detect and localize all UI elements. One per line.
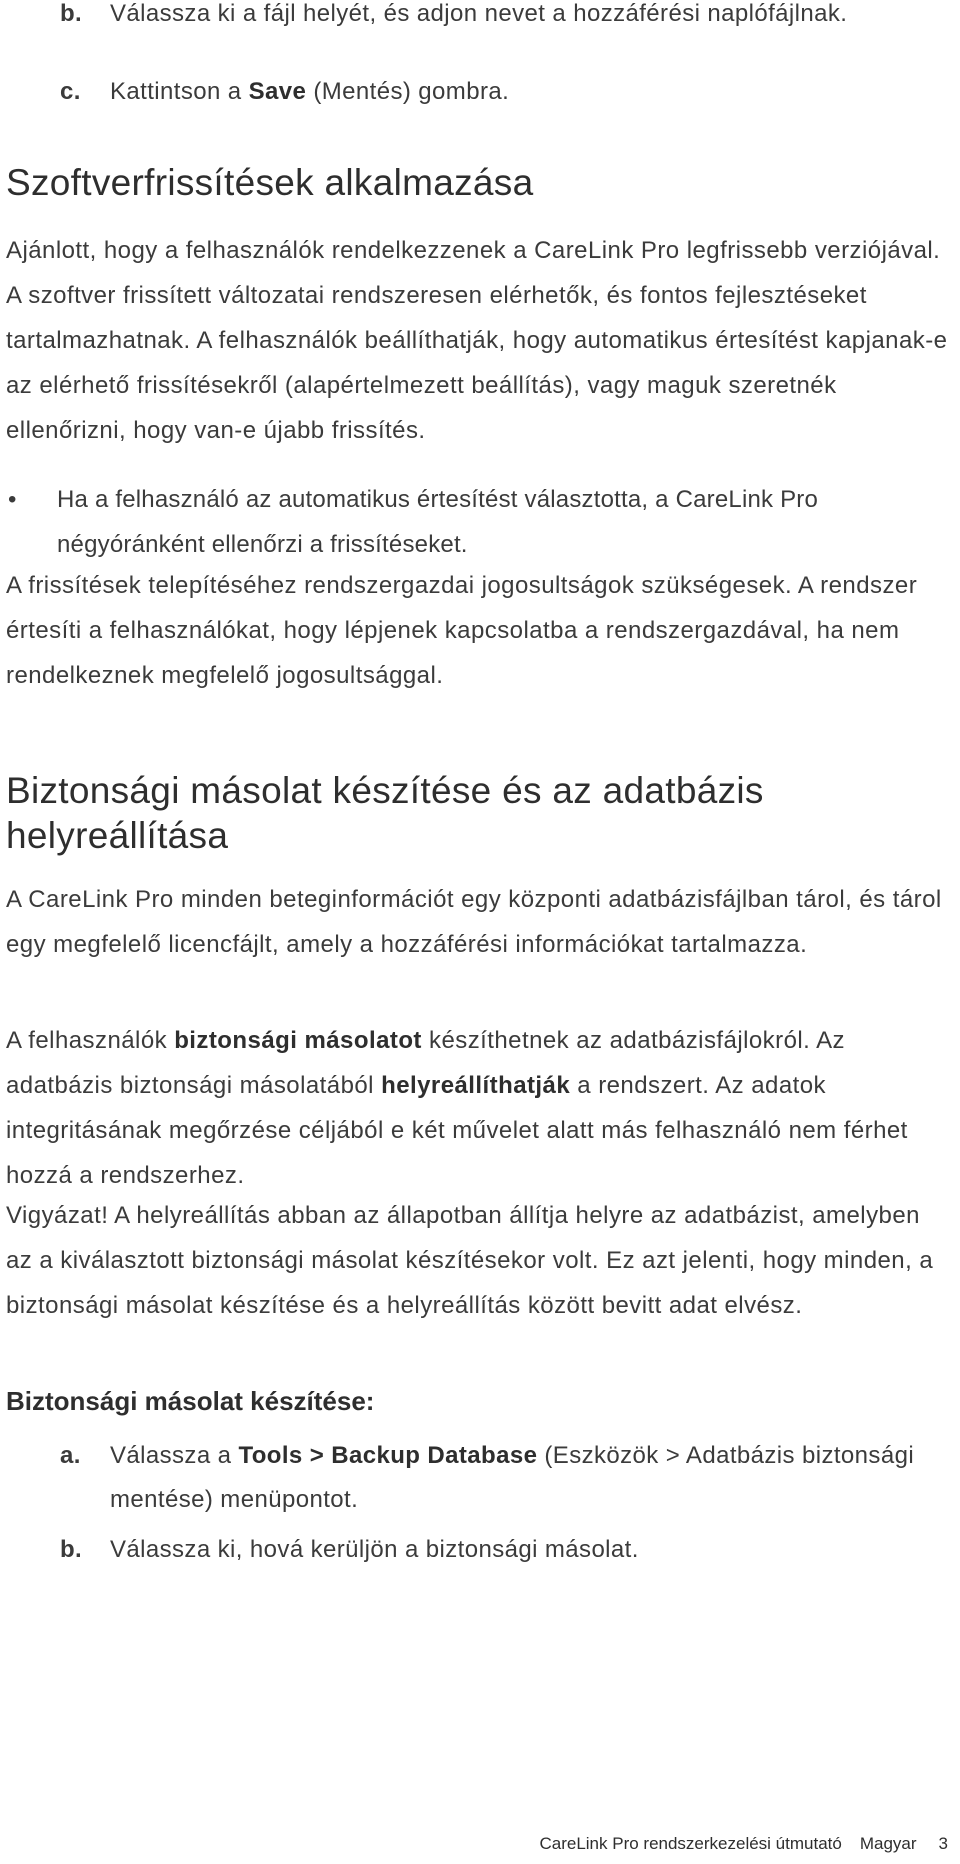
restore-term: helyreállíthatják — [381, 1072, 571, 1099]
step-text: Kattintson a Save (Mentés) gombra. — [110, 78, 510, 105]
software-updates-paragraph: Ajánlott, hogy a felhasználók rendelkezzenek a CareLink Pro legfrissebb verziójával. A szoftver frissített változatai rendszeresen elérhetők, és fontos fejlesztéseket tartalmazhatnak. A felhasználók beállíthatják, hogy automatikus értesítést kapjanak-e az elérhető frissítésekről (alapértelmezett beállítás), vagy maguk szeretnék ellenőrizni, hogy van-e újabb frissítés. — [6, 237, 948, 444]
page-footer — [539, 1834, 948, 1854]
warning-paragraph: Vigyázat! A helyreállítás abban az állapotban állítja helyre az adatbázist, amelyben az a kiválasztott biztonsági másolat készítésekor volt. Ez azt jelenti, hogy minden, a biztonsági másolat készítése és a helyreállítás között bevitt adat elvész. — [6, 1202, 934, 1319]
bullet-icon: • — [8, 486, 17, 513]
backup-paragraph: A felhasználók biztonsági másolatot készíthetnek az adatbázisfájlokról. Az adatbázis biztonsági másolatából helyreállíthatják a rendszert. Az adatok integritásának megőrzése céljából e két művelet alatt más felhasználó nem férhet hozzá a rendszerhez. — [6, 1027, 908, 1189]
step-label: b. — [60, 1536, 83, 1563]
bullet-text: Ha a felhasználó az automatikus értesítést választotta, a CareLink Pro négyóránként ellenőrzi a frissítéseket. — [57, 486, 819, 558]
admin-rights-paragraph: A frissítések telepítéséhez rendszergazdai jogosultságok szükségesek. A rendszer értesíti a felhasználókat, hogy lépjenek kapcsolatba a rendszergazdával, ha nem rendelkeznek megfelelő jogosultsággal. — [6, 572, 918, 689]
footer-doc-title: CareLink Pro rendszerkezelési útmutató — [539, 1834, 842, 1853]
section-title-software-updates: Szoftverfrissítések alkalmazása — [6, 162, 534, 203]
backup-step-a — [6, 1434, 946, 1526]
save-term: Save — [248, 78, 307, 105]
backup-term: biztonsági másolatot — [174, 1027, 422, 1054]
database-paragraph: A CareLink Pro minden beteginformációt egy központi adatbázisfájlban tárol, és tárol egy megfelelő licencfájlt, amely a hozzáférési információkat tartalmazza. — [6, 886, 942, 958]
page-number: 3 — [938, 1834, 948, 1853]
subsection-title-backup: Biztonsági másolat készítése: — [6, 1386, 375, 1416]
step-text: Válassza ki a fájl helyét, és adjon nevet a hozzáférési naplófájlnak. — [110, 0, 848, 27]
menu-path: Tools > Backup Database — [238, 1442, 538, 1469]
step-label: c. — [60, 78, 81, 105]
section-title-backup-restore: Biztonsági másolat készítése és az adatbázis helyreállítása — [6, 770, 764, 856]
footer-language: Magyar — [859, 1834, 917, 1853]
step-text: Válassza ki, hová kerüljön a biztonsági másolat. — [110, 1536, 639, 1563]
step-label: b. — [60, 0, 83, 27]
step-c — [6, 70, 946, 116]
backup-step-b — [6, 1528, 946, 1574]
step-label: a. — [60, 1442, 81, 1469]
step-text: Válassza a Tools > Backup Database (Eszközök > Adatbázis biztonsági mentése) menüpontot. — [110, 1442, 915, 1513]
